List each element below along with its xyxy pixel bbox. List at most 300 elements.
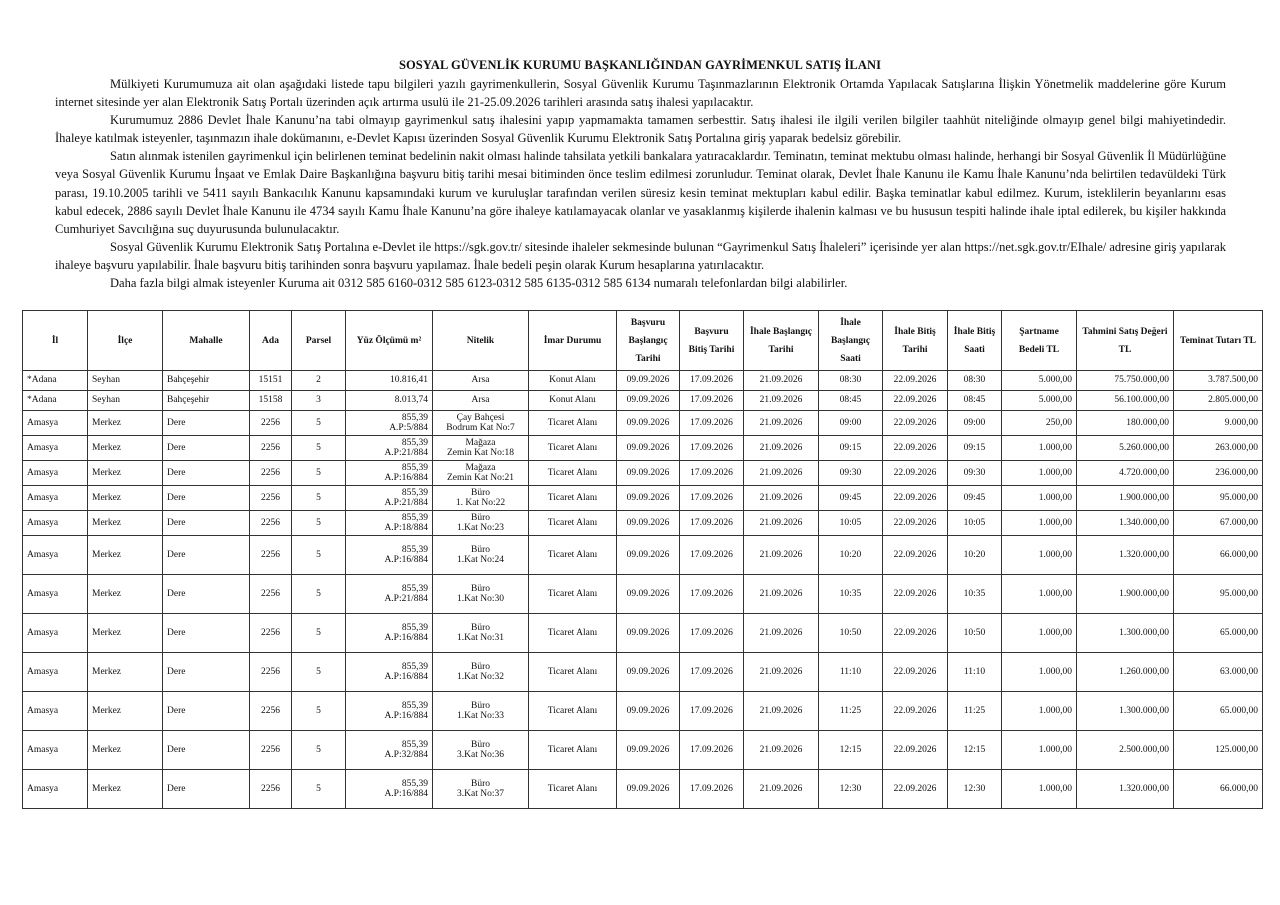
header-ihale-baslangic-saati: İhale Başlangıç Saati (819, 311, 883, 371)
cell-yuz-olcumu (346, 391, 433, 411)
cell-nitelik-line1: Büro (471, 778, 490, 789)
cell-ihale-bitis-saati: 12:30 (948, 770, 1002, 809)
cell-yuz-olcumu (346, 511, 433, 536)
cell-ilce: Merkez (88, 731, 163, 770)
cell-yuz-olcumu-line1: 855,39 (401, 462, 428, 473)
cell-yuz-olcumu (346, 411, 433, 436)
cell-yuz-olcumu-line1: 855,39 (401, 412, 428, 423)
cell-sartname-bedeli: 1.000,00 (1002, 770, 1077, 809)
cell-tahmini-satis-degeri: 180.000,00 (1077, 411, 1174, 436)
cell-imar-durumu: Ticaret Alanı (529, 692, 617, 731)
cell-teminat-tutari: 66.000,00 (1174, 770, 1263, 809)
cell-ilce: Merkez (88, 653, 163, 692)
cell-nitelik-line1: Mağaza (465, 437, 496, 448)
cell-ihale-bitis-tarihi: 22.09.2026 (883, 770, 948, 809)
cell-yuz-olcumu-line2: A.P:5/884 (389, 423, 428, 433)
cell-nitelik-line2: 1.Kat No:33 (457, 711, 504, 721)
cell-imar-durumu: Konut Alanı (529, 371, 617, 391)
cell-imar-durumu: Ticaret Alanı (529, 511, 617, 536)
cell-basvuru-bitis: 17.09.2026 (680, 575, 744, 614)
cell-ihale-bitis-tarihi: 22.09.2026 (883, 511, 948, 536)
cell-mahalle: Dere (163, 692, 250, 731)
cell-nitelik-line1: Mağaza (465, 462, 496, 473)
cell-ada: 2256 (250, 731, 292, 770)
cell-nitelik (433, 653, 529, 692)
cell-il: Amasya (23, 614, 88, 653)
cell-ihale-baslangic-saati: 08:30 (819, 371, 883, 391)
cell-yuz-olcumu-line1: 855,39 (401, 739, 428, 750)
cell-yuz-olcumu-line1: 855,39 (401, 622, 428, 633)
table-row (23, 391, 1263, 411)
table-row (23, 692, 1263, 731)
cell-nitelik (433, 770, 529, 809)
cell-tahmini-satis-degeri: 2.500.000,00 (1077, 731, 1174, 770)
cell-ilce: Merkez (88, 461, 163, 486)
cell-ada: 2256 (250, 511, 292, 536)
cell-nitelik-line2: 1. Kat No:22 (455, 498, 506, 508)
cell-basvuru-bitis: 17.09.2026 (680, 536, 744, 575)
cell-yuz-olcumu-line1: 855,39 (401, 583, 428, 594)
cell-ihale-bitis-saati: 08:45 (948, 391, 1002, 411)
cell-nitelik-line1: Büro (471, 487, 490, 498)
cell-parsel: 5 (292, 486, 346, 511)
cell-il: Amasya (23, 536, 88, 575)
cell-il: *Adana (23, 391, 88, 411)
cell-ihale-baslangic-tarihi: 21.09.2026 (744, 731, 819, 770)
cell-tahmini-satis-degeri: 1.320.000,00 (1077, 536, 1174, 575)
cell-ihale-bitis-saati: 10:50 (948, 614, 1002, 653)
cell-parsel: 5 (292, 461, 346, 486)
cell-ilce: Merkez (88, 614, 163, 653)
cell-tahmini-satis-degeri: 1.300.000,00 (1077, 614, 1174, 653)
cell-ihale-bitis-tarihi: 22.09.2026 (883, 371, 948, 391)
cell-ihale-bitis-saati: 11:10 (948, 653, 1002, 692)
paragraph: Satın alınmak istenilen gayrimenkul için belirlenen teminat bedelinin nakit olması halinde tahsilata yetkili bankalara yatıracaklardır. Teminatın, teminat mektubu olması halinde, herhangi bir Sosyal Güvenlik İl Müdürlüğüne veya Sosyal Güvenlik Kurumu İnşaat ve Emlak Daire Başkanlığına başvuru bitiş tarihi mesai bitiminden önce teslim edilmesi zorunludur. Teminat olarak, Devlet İhale Kanunu ile Kamu İhale Kanunu’nda belirtilen tedavüldeki Türk parası, 19.10.2005 tarihli ve 5411 sayılı Bankacılık Kanunu kapsamındaki kurum ve kuruluşlar tarafından verilen süresiz kesin teminat mektupları kabul edilir. Başka teminatlar kabul edilmez. Kurum, isteklilerin beyanlarını esas kabul edecek, 2886 sayılı Devlet İhale Kanunu ile 4734 sayılı Kamu İhale Kanunu’na göre ihaleye katılamayacak olanlar ve yasaklanmış kişilerde ihalenin kalması ve bu hususun tespiti halinde ihale iptal edilerek, bu kişiler hakkında Cumhuriyet Savcılığına suç duyurusunda bulunulacaktır. (55, 149, 1226, 236)
cell-ihale-baslangic-saati: 11:10 (819, 653, 883, 692)
cell-nitelik-line1: Arsa (471, 395, 490, 406)
cell-nitelik-line1: Büro (471, 544, 490, 555)
cell-basvuru-baslangic: 09.09.2026 (617, 614, 680, 653)
cell-yuz-olcumu (346, 461, 433, 486)
cell-teminat-tutari: 66.000,00 (1174, 536, 1263, 575)
cell-ilce: Merkez (88, 486, 163, 511)
cell-basvuru-baslangic: 09.09.2026 (617, 436, 680, 461)
paragraph: Kurumumuz 2886 Devlet İhale Kanunu’na tabi olmayıp gayrimenkul satış ihalesini yapıp yapmamakta tamamen serbesttir. Satış ihalesi ile ilgili verilen bilgiler taahhüt niteliğinde olmayıp genel bilgi mahiyetindedir. İhaleye katılmak isteyenler, taşınmazın ihale dokümanını, e-Devlet Kapısı üzerinden Sosyal Güvenlik Kurumu Elektronik Satış Portalına giriş yaparak bedelsiz görebilir. (55, 113, 1226, 146)
cell-mahalle: Dere (163, 461, 250, 486)
cell-nitelik-line2: 1.Kat No:32 (457, 672, 504, 682)
document-title: SOSYAL GÜVENLİK KURUMU BAŞKANLIĞINDAN GAYRİMENKUL SATIŞ İLANI (398, 58, 882, 72)
cell-nitelik-line1: Büro (471, 512, 490, 523)
cell-yuz-olcumu (346, 371, 433, 391)
cell-sartname-bedeli: 1.000,00 (1002, 486, 1077, 511)
cell-mahalle: Dere (163, 436, 250, 461)
cell-ihale-baslangic-saati: 09:00 (819, 411, 883, 436)
cell-sartname-bedeli: 1.000,00 (1002, 536, 1077, 575)
cell-ihale-bitis-saati: 09:45 (948, 486, 1002, 511)
cell-teminat-tutari: 63.000,00 (1174, 653, 1263, 692)
cell-yuz-olcumu-line2: A.P:21/884 (384, 448, 428, 458)
cell-nitelik-line1: Çay Bahçesi (456, 412, 505, 423)
cell-basvuru-bitis: 17.09.2026 (680, 371, 744, 391)
cell-parsel: 5 (292, 692, 346, 731)
cell-ihale-bitis-saati: 10:35 (948, 575, 1002, 614)
cell-parsel: 2 (292, 371, 346, 391)
cell-ihale-baslangic-saati: 10:50 (819, 614, 883, 653)
cell-sartname-bedeli: 5.000,00 (1002, 391, 1077, 411)
cell-basvuru-baslangic: 09.09.2026 (617, 371, 680, 391)
cell-il: Amasya (23, 511, 88, 536)
cell-il: Amasya (23, 486, 88, 511)
cell-nitelik (433, 371, 529, 391)
cell-il: Amasya (23, 731, 88, 770)
cell-imar-durumu: Ticaret Alanı (529, 770, 617, 809)
cell-yuz-olcumu (346, 614, 433, 653)
cell-teminat-tutari: 2.805.000,00 (1174, 391, 1263, 411)
cell-basvuru-bitis: 17.09.2026 (680, 692, 744, 731)
cell-imar-durumu: Ticaret Alanı (529, 614, 617, 653)
cell-ihale-baslangic-tarihi: 21.09.2026 (744, 536, 819, 575)
cell-basvuru-bitis: 17.09.2026 (680, 770, 744, 809)
cell-ihale-bitis-tarihi: 22.09.2026 (883, 486, 948, 511)
table-row (23, 575, 1263, 614)
cell-nitelik (433, 411, 529, 436)
cell-imar-durumu: Ticaret Alanı (529, 575, 617, 614)
cell-ada: 2256 (250, 653, 292, 692)
cell-ihale-baslangic-tarihi: 21.09.2026 (744, 575, 819, 614)
cell-yuz-olcumu-line2: A.P:21/884 (384, 498, 428, 508)
cell-mahalle: Dere (163, 614, 250, 653)
header-ada: Ada (250, 311, 292, 371)
cell-ihale-baslangic-tarihi: 21.09.2026 (744, 511, 819, 536)
cell-yuz-olcumu-line2: A.P:16/884 (384, 555, 428, 565)
cell-ihale-bitis-saati: 09:15 (948, 436, 1002, 461)
cell-ihale-bitis-saati: 11:25 (948, 692, 1002, 731)
header-ihale-baslangic-tarihi: İhale Başlangıç Tarihi (744, 311, 819, 371)
cell-yuz-olcumu (346, 770, 433, 809)
header-mahalle: Mahalle (163, 311, 250, 371)
cell-sartname-bedeli: 1.000,00 (1002, 575, 1077, 614)
cell-yuz-olcumu-line1: 855,39 (401, 512, 428, 523)
cell-yuz-olcumu (346, 536, 433, 575)
cell-yuz-olcumu-line2: A.P:16/884 (384, 672, 428, 682)
paragraph: Sosyal Güvenlik Kurumu Elektronik Satış Portalına e-Devlet ile https://sgk.gov.tr/ sitesinde ihaleler sekmesinde bulunan “Gayrimenkul Satış İhaleleri” içerisinde yer alan https://net.sgk.gov.tr/EIhale/ adresine giriş yapılarak ihaleye başvuru yapılabilir. İhale başvuru bitiş tarihinden sonra başvuru yapılamaz. İhale bedeli peşin olarak Kurum hesaplarına yatırılacaktır. (55, 239, 1226, 272)
cell-nitelik-line1: Büro (471, 661, 490, 672)
cell-tahmini-satis-degeri: 1.340.000,00 (1077, 511, 1174, 536)
cell-ihale-baslangic-saati: 10:20 (819, 536, 883, 575)
cell-ihale-baslangic-tarihi: 21.09.2026 (744, 692, 819, 731)
paragraph: Mülkiyeti Kurumumuza ait olan aşağıdaki listede tapu bilgileri yazılı gayrimenkullerin, Sosyal Güvenlik Kurumu Taşınmazlarının Elektronik Ortamda Yapılacak Satışlarına İlişkin Yönetmelik maddelerine göre Kurum internet sitesinde yer alan Elektronik Satış Portalı üzerinden açık artırma usulü ile 21-25.09.2026 tarihleri arasında satış ihalesi yapılacaktır. (55, 77, 1226, 110)
cell-imar-durumu: Ticaret Alanı (529, 536, 617, 575)
cell-mahalle: Dere (163, 511, 250, 536)
cell-basvuru-baslangic: 09.09.2026 (617, 411, 680, 436)
cell-yuz-olcumu (346, 692, 433, 731)
cell-sartname-bedeli: 1.000,00 (1002, 436, 1077, 461)
header-sartname-bedeli: Şartname Bedeli TL (1002, 311, 1077, 371)
cell-nitelik-line2: Bodrum Kat No:7 (446, 423, 515, 433)
cell-nitelik-line2: 1.Kat No:30 (457, 594, 504, 604)
cell-basvuru-baslangic: 09.09.2026 (617, 391, 680, 411)
cell-parsel: 5 (292, 511, 346, 536)
cell-ilce: Seyhan (88, 391, 163, 411)
cell-sartname-bedeli: 1.000,00 (1002, 511, 1077, 536)
cell-teminat-tutari: 65.000,00 (1174, 614, 1263, 653)
cell-nitelik (433, 614, 529, 653)
cell-yuz-olcumu-line2: A.P:32/884 (384, 750, 428, 760)
header-teminat-tutari: Teminat Tutarı TL (1174, 311, 1263, 371)
cell-imar-durumu: Ticaret Alanı (529, 411, 617, 436)
cell-ihale-baslangic-tarihi: 21.09.2026 (744, 371, 819, 391)
cell-ihale-bitis-saati: 10:20 (948, 536, 1002, 575)
cell-ihale-baslangic-tarihi: 21.09.2026 (744, 461, 819, 486)
cell-ilce: Merkez (88, 436, 163, 461)
cell-basvuru-baslangic: 09.09.2026 (617, 770, 680, 809)
cell-yuz-olcumu (346, 486, 433, 511)
cell-mahalle: Dere (163, 486, 250, 511)
table-row (23, 436, 1263, 461)
table-row (23, 614, 1263, 653)
table-row (23, 486, 1263, 511)
cell-basvuru-bitis: 17.09.2026 (680, 391, 744, 411)
cell-il: Amasya (23, 411, 88, 436)
cell-ihale-bitis-tarihi: 22.09.2026 (883, 653, 948, 692)
cell-ihale-baslangic-tarihi: 21.09.2026 (744, 770, 819, 809)
cell-ada: 2256 (250, 411, 292, 436)
cell-yuz-olcumu-line2: A.P:16/884 (384, 473, 428, 483)
cell-ilce: Merkez (88, 511, 163, 536)
cell-tahmini-satis-degeri: 56.100.000,00 (1077, 391, 1174, 411)
cell-mahalle: Dere (163, 653, 250, 692)
cell-yuz-olcumu-line2: A.P:16/884 (384, 633, 428, 643)
cell-yuz-olcumu-line1: 855,39 (401, 487, 428, 498)
cell-nitelik-line1: Arsa (471, 375, 490, 386)
cell-ilce: Merkez (88, 770, 163, 809)
header-ihale-bitis-tarihi: İhale Bitiş Tarihi (883, 311, 948, 371)
cell-mahalle: Dere (163, 770, 250, 809)
cell-sartname-bedeli: 5.000,00 (1002, 371, 1077, 391)
cell-ihale-bitis-tarihi: 22.09.2026 (883, 614, 948, 653)
cell-parsel: 5 (292, 614, 346, 653)
cell-sartname-bedeli: 1.000,00 (1002, 653, 1077, 692)
header-basvuru-baslangic-tarihi: Başvuru Başlangıç Tarihi (617, 311, 680, 371)
cell-il: Amasya (23, 461, 88, 486)
cell-ihale-baslangic-saati: 09:45 (819, 486, 883, 511)
cell-ilce: Merkez (88, 536, 163, 575)
cell-basvuru-baslangic: 09.09.2026 (617, 486, 680, 511)
cell-ihale-baslangic-tarihi: 21.09.2026 (744, 436, 819, 461)
table-row (23, 411, 1263, 436)
cell-basvuru-bitis: 17.09.2026 (680, 436, 744, 461)
cell-ada: 2256 (250, 614, 292, 653)
cell-ihale-baslangic-saati: 11:25 (819, 692, 883, 731)
cell-parsel: 5 (292, 731, 346, 770)
cell-imar-durumu: Ticaret Alanı (529, 731, 617, 770)
cell-yuz-olcumu (346, 436, 433, 461)
cell-imar-durumu: Konut Alanı (529, 391, 617, 411)
cell-mahalle: Dere (163, 731, 250, 770)
cell-yuz-olcumu-line2: A.P:16/884 (384, 789, 428, 799)
cell-il: Amasya (23, 653, 88, 692)
cell-tahmini-satis-degeri: 1.900.000,00 (1077, 575, 1174, 614)
cell-ada: 15158 (250, 391, 292, 411)
cell-nitelik-line2: Zemin Kat No:21 (446, 473, 514, 483)
cell-teminat-tutari: 263.000,00 (1174, 436, 1263, 461)
cell-yuz-olcumu (346, 653, 433, 692)
cell-basvuru-baslangic: 09.09.2026 (617, 653, 680, 692)
cell-sartname-bedeli: 1.000,00 (1002, 692, 1077, 731)
header-ilce: İlçe (88, 311, 163, 371)
cell-teminat-tutari: 95.000,00 (1174, 575, 1263, 614)
cell-yuz-olcumu (346, 731, 433, 770)
cell-sartname-bedeli: 250,00 (1002, 411, 1077, 436)
cell-basvuru-baslangic: 09.09.2026 (617, 731, 680, 770)
cell-yuz-olcumu-line2: A.P:18/884 (384, 523, 428, 533)
header-parsel: Parsel (292, 311, 346, 371)
cell-ihale-baslangic-tarihi: 21.09.2026 (744, 391, 819, 411)
cell-nitelik-line1: Büro (471, 739, 490, 750)
cell-basvuru-bitis: 17.09.2026 (680, 486, 744, 511)
cell-parsel: 5 (292, 436, 346, 461)
cell-yuz-olcumu-line1: 855,39 (401, 700, 428, 711)
cell-ihale-baslangic-tarihi: 21.09.2026 (744, 411, 819, 436)
cell-basvuru-baslangic: 09.09.2026 (617, 511, 680, 536)
table-row (23, 653, 1263, 692)
cell-teminat-tutari: 67.000,00 (1174, 511, 1263, 536)
cell-imar-durumu: Ticaret Alanı (529, 653, 617, 692)
table-row (23, 770, 1263, 809)
cell-ihale-bitis-tarihi: 22.09.2026 (883, 461, 948, 486)
cell-nitelik-line2: 1.Kat No:23 (457, 523, 504, 533)
cell-yuz-olcumu-line1: 855,39 (401, 661, 428, 672)
cell-il: Amasya (23, 575, 88, 614)
cell-ada: 2256 (250, 575, 292, 614)
cell-ihale-bitis-tarihi: 22.09.2026 (883, 575, 948, 614)
cell-ihale-bitis-saati: 12:15 (948, 731, 1002, 770)
cell-parsel: 5 (292, 770, 346, 809)
cell-tahmini-satis-degeri: 5.260.000,00 (1077, 436, 1174, 461)
cell-basvuru-bitis: 17.09.2026 (680, 614, 744, 653)
cell-nitelik-line2: Zemin Kat No:18 (446, 448, 514, 458)
property-listing-table (22, 310, 1263, 809)
cell-teminat-tutari: 95.000,00 (1174, 486, 1263, 511)
cell-ihale-baslangic-tarihi: 21.09.2026 (744, 614, 819, 653)
header-nitelik: Nitelik (433, 311, 529, 371)
cell-ilce: Merkez (88, 411, 163, 436)
cell-yuz-olcumu-line1: 855,39 (401, 437, 428, 448)
cell-ilce: Merkez (88, 692, 163, 731)
header-il: İl (23, 311, 88, 371)
cell-imar-durumu: Ticaret Alanı (529, 486, 617, 511)
paragraph: Daha fazla bilgi almak isteyenler Kuruma ait 0312 585 6160-0312 585 6123-0312 585 6135-0312 585 6134 numaralı telefonlardan bilgi alabilirler. (110, 276, 848, 291)
cell-nitelik-line1: Büro (471, 583, 490, 594)
cell-nitelik-line2: 1.Kat No:24 (457, 555, 504, 565)
cell-teminat-tutari: 3.787.500,00 (1174, 371, 1263, 391)
cell-ihale-bitis-saati: 09:00 (948, 411, 1002, 436)
cell-ilce: Seyhan (88, 371, 163, 391)
cell-sartname-bedeli: 1.000,00 (1002, 731, 1077, 770)
cell-basvuru-baslangic: 09.09.2026 (617, 692, 680, 731)
cell-nitelik (433, 436, 529, 461)
cell-ihale-baslangic-tarihi: 21.09.2026 (744, 486, 819, 511)
cell-ilce: Merkez (88, 575, 163, 614)
cell-ihale-baslangic-saati: 10:05 (819, 511, 883, 536)
cell-parsel: 5 (292, 653, 346, 692)
cell-nitelik (433, 486, 529, 511)
header-basvuru-bitis-tarihi: Başvuru Bitiş Tarihi (680, 311, 744, 371)
cell-parsel: 5 (292, 575, 346, 614)
cell-ihale-bitis-saati: 08:30 (948, 371, 1002, 391)
table-row (23, 461, 1263, 486)
cell-ihale-bitis-tarihi: 22.09.2026 (883, 391, 948, 411)
cell-nitelik-line2: 1.Kat No:31 (457, 633, 504, 643)
cell-tahmini-satis-degeri: 1.900.000,00 (1077, 486, 1174, 511)
cell-ada: 2256 (250, 436, 292, 461)
cell-sartname-bedeli: 1.000,00 (1002, 461, 1077, 486)
cell-basvuru-bitis: 17.09.2026 (680, 461, 744, 486)
cell-parsel: 5 (292, 411, 346, 436)
cell-ihale-baslangic-tarihi: 21.09.2026 (744, 653, 819, 692)
cell-il: Amasya (23, 436, 88, 461)
cell-basvuru-bitis: 17.09.2026 (680, 511, 744, 536)
header-tahmini-satis-degeri: Tahmini Satış Değeri TL (1077, 311, 1174, 371)
cell-ada: 2256 (250, 536, 292, 575)
cell-ihale-baslangic-saati: 08:45 (819, 391, 883, 411)
cell-ihale-baslangic-saati: 12:15 (819, 731, 883, 770)
cell-ihale-baslangic-saati: 09:15 (819, 436, 883, 461)
cell-teminat-tutari: 236.000,00 (1174, 461, 1263, 486)
cell-mahalle: Bahçeşehir (163, 371, 250, 391)
announcement-text (55, 75, 1226, 292)
cell-il: *Adana (23, 371, 88, 391)
cell-teminat-tutari: 125.000,00 (1174, 731, 1263, 770)
cell-nitelik-line1: Büro (471, 700, 490, 711)
cell-yuz-olcumu-line1: 8.013,74 (394, 395, 428, 406)
table-row (23, 371, 1263, 391)
cell-tahmini-satis-degeri: 75.750.000,00 (1077, 371, 1174, 391)
cell-ihale-bitis-tarihi: 22.09.2026 (883, 731, 948, 770)
cell-mahalle: Dere (163, 575, 250, 614)
cell-ihale-baslangic-saati: 10:35 (819, 575, 883, 614)
cell-basvuru-baslangic: 09.09.2026 (617, 461, 680, 486)
cell-teminat-tutari: 65.000,00 (1174, 692, 1263, 731)
cell-imar-durumu: Ticaret Alanı (529, 436, 617, 461)
cell-yuz-olcumu-line1: 855,39 (401, 544, 428, 555)
cell-nitelik (433, 536, 529, 575)
header-yuz-olcumu: Yüz Ölçümü m² (346, 311, 433, 371)
cell-mahalle: Bahçeşehir (163, 391, 250, 411)
cell-sartname-bedeli: 1.000,00 (1002, 614, 1077, 653)
cell-ihale-bitis-tarihi: 22.09.2026 (883, 536, 948, 575)
table-header-row (23, 311, 1263, 371)
cell-parsel: 3 (292, 391, 346, 411)
cell-parsel: 5 (292, 536, 346, 575)
cell-nitelik (433, 731, 529, 770)
cell-nitelik (433, 575, 529, 614)
cell-yuz-olcumu-line1: 855,39 (401, 778, 428, 789)
cell-il: Amasya (23, 770, 88, 809)
cell-ihale-baslangic-saati: 09:30 (819, 461, 883, 486)
cell-yuz-olcumu-line2: A.P:16/884 (384, 711, 428, 721)
cell-tahmini-satis-degeri: 4.720.000,00 (1077, 461, 1174, 486)
cell-ihale-bitis-saati: 09:30 (948, 461, 1002, 486)
cell-il: Amasya (23, 692, 88, 731)
cell-tahmini-satis-degeri: 1.260.000,00 (1077, 653, 1174, 692)
table-row (23, 536, 1263, 575)
cell-basvuru-bitis: 17.09.2026 (680, 731, 744, 770)
cell-imar-durumu: Ticaret Alanı (529, 461, 617, 486)
cell-nitelik (433, 692, 529, 731)
header-ihale-bitis-saati: İhale Bitiş Saati (948, 311, 1002, 371)
cell-ihale-bitis-saati: 10:05 (948, 511, 1002, 536)
